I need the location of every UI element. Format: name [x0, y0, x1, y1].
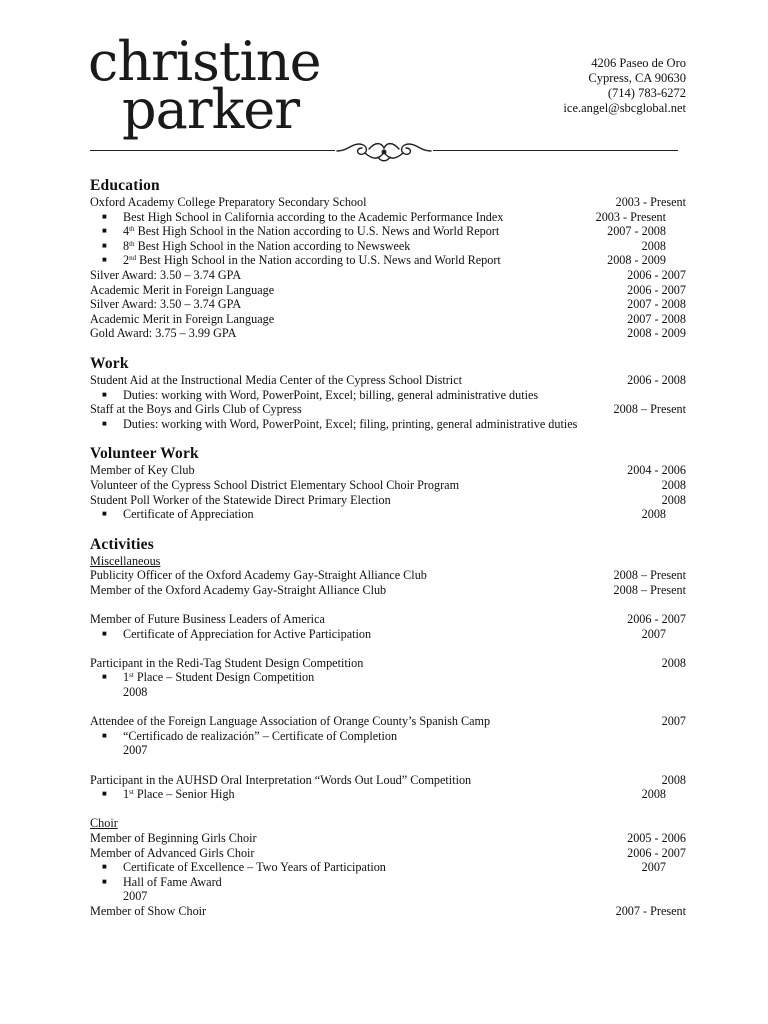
bullet-item: ■ Duties: working with Word, PowerPoint, Excel; billing, general administrative duties: [102, 387, 539, 402]
list-item: Academic Merit in Foreign Language 2006 - 2007: [90, 282, 686, 297]
bullet-icon: ■: [102, 789, 107, 799]
bullet-icon: ■: [102, 389, 107, 399]
bullet-icon: ■: [102, 211, 107, 221]
bullet-icon: ■: [102, 730, 107, 740]
bullet-item: ■ Hall of Fame Award: [102, 874, 222, 889]
list-item: Member of Advanced Girls Choir 2006 - 2007: [90, 845, 686, 860]
list-item: Member of Show Choir 2007 - Present: [90, 903, 686, 918]
list-item: Member of the Oxford Academy Gay-Straight Alliance Club 2008 – Present: [90, 582, 686, 597]
bullet-item: ■ 2nd Best High School in the Nation according to U.S. News and World Report 2008 - 2009: [102, 253, 666, 268]
flourish-ornament-icon: [335, 138, 433, 164]
bullet-continuation: 2007: [123, 743, 148, 758]
bullet-icon: ■: [102, 862, 107, 872]
list-item: Gold Award: 3.75 – 3.99 GPA 2008 - 2009: [90, 326, 686, 341]
resume-body: [90, 176, 686, 919]
email-address[interactable]: ice.angel@sbcglobal.net: [563, 101, 686, 115]
bullet-icon: ■: [102, 418, 107, 428]
list-item: Silver Award: 3.50 – 3.74 GPA 2006 - 2007: [90, 267, 686, 282]
bullet-item: ■ Best High School in California according to the Academic Performance Index 2003 - Present: [102, 209, 666, 224]
list-item: Attendee of the Foreign Language Association of Orange County’s Spanish Camp 2007: [90, 714, 686, 729]
bullet-item: ■ 1st Place – Senior High 2008: [102, 787, 666, 802]
address-line-2: Cypress, CA 90630: [588, 71, 686, 85]
section-title-activities: Activities: [90, 535, 154, 553]
bullet-continuation: 2008: [123, 685, 148, 700]
address-line-1: 4206 Paseo de Oro: [591, 56, 686, 70]
candidate-name: [88, 30, 321, 141]
divider-left: [90, 150, 335, 151]
bullet-icon: ■: [102, 509, 107, 519]
bullet-item: ■ Certificate of Appreciation 2008: [102, 507, 666, 522]
list-item: Participant in the AUHSD Oral Interpretation “Words Out Loud” Competition 2008: [90, 772, 686, 787]
bullet-item: ■ Certificate of Appreciation for Active Participation 2007: [102, 626, 666, 641]
list-item: Publicity Officer of the Oxford Academy Gay-Straight Alliance Club 2008 – Present: [90, 568, 686, 583]
bullet-item: ■ 4th Best High School in the Nation according to U.S. News and World Report 2007 - 2008: [102, 224, 666, 239]
list-item: Participant in the Redi-Tag Student Design Competition 2008: [90, 655, 686, 670]
bullet-icon: ■: [102, 255, 107, 265]
list-item: Student Poll Worker of the Statewide Direct Primary Election 2008: [90, 492, 686, 507]
bullet-icon: ■: [102, 876, 107, 886]
contact-block: [563, 56, 686, 116]
bullet-icon: ■: [102, 628, 107, 638]
list-item: Academic Merit in Foreign Language 2007 - 2008: [90, 311, 686, 326]
list-item: Student Aid at the Instructional Media Center of the Cypress School District 2006 - 2008: [90, 372, 686, 387]
bullet-icon: ■: [102, 226, 107, 236]
list-item: Volunteer of the Cypress School District Elementary School Choir Program 2008: [90, 477, 686, 492]
subheading-choir: Choir: [90, 816, 118, 831]
bullet-icon: ■: [102, 240, 107, 250]
section-title-work: Work: [90, 354, 129, 372]
list-item: Staff at the Boys and Girls Club of Cypress 2008 – Present: [90, 402, 686, 417]
bullet-item: ■ 1st Place – Student Design Competition: [102, 670, 315, 685]
bullet-item: ■ Certificate of Excellence – Two Years of Participation 2007: [102, 860, 666, 875]
bullet-item: ■ 8th Best High School in the Nation according to Newsweek 2008: [102, 238, 666, 253]
list-item: Oxford Academy College Preparatory Secondary School 2003 - Present: [90, 195, 686, 209]
bullet-icon: ■: [102, 672, 107, 682]
list-item: Silver Award: 3.50 – 3.74 GPA 2007 - 2008: [90, 297, 686, 312]
list-item: Member of Key Club 2004 - 2006: [90, 463, 686, 478]
bullet-continuation: 2007: [123, 889, 148, 904]
bullet-item: ■ “Certificado de realización” – Certificate of Completion: [102, 728, 398, 743]
section-title-education: Education: [90, 177, 160, 194]
list-item: Member of Future Business Leaders of America 2006 - 2007: [90, 612, 686, 627]
divider-right: [433, 150, 678, 151]
subheading-miscellaneous: Miscellaneous: [90, 553, 161, 568]
bullet-item: ■ Duties: working with Word, PowerPoint, Excel; filing, printing, general administrative duties: [102, 416, 578, 431]
last-name: parker: [122, 78, 300, 141]
list-item: Member of Beginning Girls Choir 2005 - 2006: [90, 830, 686, 845]
phone-number: (714) 783-6272: [607, 86, 686, 100]
first-name: christine: [88, 30, 321, 93]
section-title-volunteer: Volunteer Work: [90, 445, 199, 463]
